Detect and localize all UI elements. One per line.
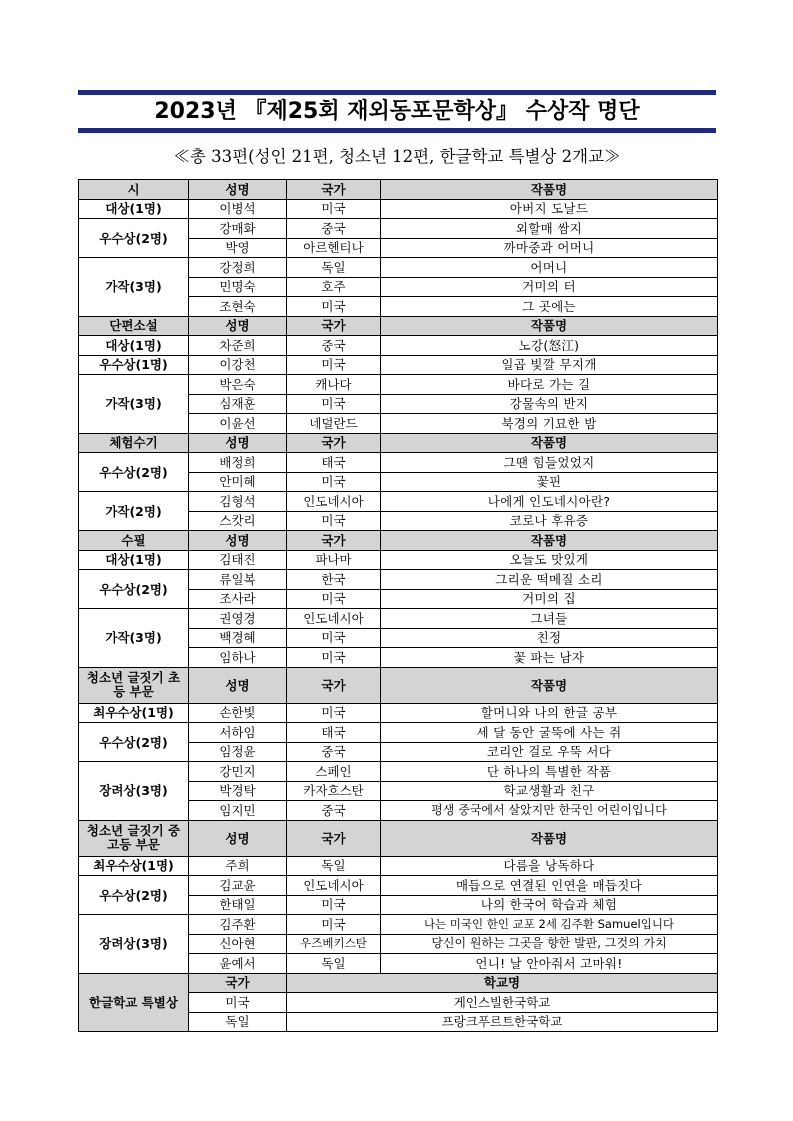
winner-name: 김주환 (189, 915, 287, 935)
table-row (79, 375, 718, 395)
hangul-school-label: 한글학교 특별상 (79, 973, 189, 1032)
table-row (79, 199, 718, 219)
winner-country: 미국 (287, 199, 381, 219)
table-row (79, 973, 718, 993)
winner-country: 인도네시아 (287, 876, 381, 896)
table-row (79, 609, 718, 629)
work-title: 그녀들 (381, 609, 718, 629)
work-title: 코리안 걸로 우뚝 서다 (381, 742, 718, 762)
winner-name: 신아현 (189, 934, 287, 954)
award-category: 가작(3명) (79, 609, 189, 668)
winner-name: 김형석 (189, 492, 287, 512)
page-subtitle: ≪총 33편(성인 21편, 청소년 12편, 한글학교 특별상 2개교≫ (173, 147, 621, 166)
winner-name: 박영 (189, 238, 287, 258)
work-title: 매듭으로 연결된 인연을 매듭짓다 (381, 876, 718, 896)
work-title: 그땐 힘들었었지 (381, 453, 718, 473)
winner-country: 아르헨티나 (287, 238, 381, 258)
award-category: 우수상(2명) (79, 876, 189, 915)
col-header-country: 국가 (287, 820, 381, 856)
winner-country: 중국 (287, 801, 381, 821)
award-category: 가작(2명) (79, 492, 189, 531)
work-title: 어머니 (381, 258, 718, 278)
winner-country: 중국 (287, 742, 381, 762)
work-title: 당신이 원하는 그곳을 향한 발판, 그것의 가치 (381, 934, 718, 954)
col-header-name: 성명 (189, 531, 287, 551)
winner-name: 조사라 (189, 589, 287, 609)
winner-name: 강민지 (189, 762, 287, 782)
winner-country: 중국 (287, 336, 381, 356)
table-row (79, 355, 718, 375)
winner-name: 심재훈 (189, 394, 287, 414)
col-header-country: 국가 (287, 667, 381, 703)
winner-country: 중국 (287, 219, 381, 239)
work-title: 그리운 떡메질 소리 (381, 570, 718, 590)
school-name: 게인스빌한국학교 (287, 993, 718, 1013)
col-header-country: 국가 (189, 973, 287, 993)
awards-table (78, 179, 718, 1032)
winner-country: 미국 (287, 394, 381, 414)
work-title: 거미의 터 (381, 277, 718, 297)
winner-name: 윤예서 (189, 954, 287, 974)
section-header-youth-secondary (79, 820, 718, 856)
award-category: 최우수상(1명) (79, 703, 189, 723)
section-title: 수필 (79, 531, 189, 551)
winner-country: 미국 (287, 915, 381, 935)
winner-country: 독일 (287, 258, 381, 278)
award-category: 가작(3명) (79, 375, 189, 434)
winner-country: 미국 (287, 511, 381, 531)
col-header-title: 작품명 (381, 180, 718, 200)
winner-country: 인도네시아 (287, 609, 381, 629)
winner-name: 박경탁 (189, 781, 287, 801)
winner-name: 안미혜 (189, 472, 287, 492)
col-header-title: 작품명 (381, 531, 718, 551)
award-category: 가작(3명) (79, 258, 189, 317)
school-country: 독일 (189, 1012, 287, 1032)
section-title: 단편소설 (79, 316, 189, 336)
col-header-title: 작품명 (381, 316, 718, 336)
winner-country: 미국 (287, 628, 381, 648)
winner-name: 임지민 (189, 801, 287, 821)
winner-name: 차준희 (189, 336, 287, 356)
winner-name: 서하임 (189, 723, 287, 743)
winner-name: 배정희 (189, 453, 287, 473)
work-title: 코로나 후유증 (381, 511, 718, 531)
col-header-country: 국가 (287, 433, 381, 453)
award-category: 우수상(2명) (79, 570, 189, 609)
work-title: 다름을 낭독하다 (381, 856, 718, 876)
winner-country: 한국 (287, 570, 381, 590)
work-title: 학교생활과 친구 (381, 781, 718, 801)
winner-country: 미국 (287, 895, 381, 915)
col-header-name: 성명 (189, 820, 287, 856)
award-category: 장려상(3명) (79, 762, 189, 821)
winner-name: 김교윤 (189, 876, 287, 896)
col-header-name: 성명 (189, 667, 287, 703)
work-title: 나의 한국어 학습과 체험 (381, 895, 718, 915)
title-bottom-rule (78, 128, 716, 133)
winner-name: 한태일 (189, 895, 287, 915)
section-header-essay (79, 531, 718, 551)
col-header-name: 성명 (189, 433, 287, 453)
award-category: 우수상(2명) (79, 453, 189, 492)
winner-name: 주희 (189, 856, 287, 876)
work-title: 일곱 빛깔 무지개 (381, 355, 718, 375)
work-title: 바다로 가는 길 (381, 375, 718, 395)
work-title: 꽃 파는 남자 (381, 648, 718, 668)
table-row (79, 336, 718, 356)
work-title: 언니! 날 안아줘서 고마워! (381, 954, 718, 974)
section-title: 시 (79, 180, 189, 200)
work-title: 단 하나의 특별한 작품 (381, 762, 718, 782)
award-category: 대상(1명) (79, 336, 189, 356)
work-title: 강물속의 반지 (381, 394, 718, 414)
table-row (79, 258, 718, 278)
work-title: 나에게 인도네시아란? (381, 492, 718, 512)
section-title: 청소년 글짓기 중고등 부문 (79, 820, 189, 856)
col-header-title: 작품명 (381, 820, 718, 856)
table-row (79, 453, 718, 473)
work-title: 그 곳에는 (381, 297, 718, 317)
work-title: 노강(怒江) (381, 336, 718, 356)
table-row (79, 876, 718, 896)
winner-country: 캐나다 (287, 375, 381, 395)
work-title: 세 달 동안 굴뚝에 사는 쥐 (381, 723, 718, 743)
winner-name: 임정윤 (189, 742, 287, 762)
work-title: 친정 (381, 628, 718, 648)
winner-country: 호주 (287, 277, 381, 297)
award-category: 대상(1명) (79, 199, 189, 219)
work-title: 평생 중국에서 살았지만 한국인 어린이입니다 (381, 801, 718, 821)
col-header-school: 학교명 (287, 973, 718, 993)
award-category: 우수상(2명) (79, 219, 189, 258)
section-header-youth-elementary (79, 667, 718, 703)
col-header-title: 작품명 (381, 433, 718, 453)
winner-country: 미국 (287, 472, 381, 492)
award-category: 우수상(1명) (79, 355, 189, 375)
table-row (79, 492, 718, 512)
table-row (79, 219, 718, 239)
winner-country: 독일 (287, 954, 381, 974)
winner-name: 손한빛 (189, 703, 287, 723)
winner-country: 태국 (287, 453, 381, 473)
col-header-name: 성명 (189, 316, 287, 336)
winner-name: 임하나 (189, 648, 287, 668)
winner-name: 백경혜 (189, 628, 287, 648)
col-header-country: 국가 (287, 316, 381, 336)
winner-country: 카자흐스탄 (287, 781, 381, 801)
winner-country: 미국 (287, 355, 381, 375)
work-title: 북경의 기묘한 밤 (381, 414, 718, 434)
award-category: 장려상(3명) (79, 915, 189, 974)
section-header-poetry (79, 180, 718, 200)
col-header-country: 국가 (287, 180, 381, 200)
table-row (79, 550, 718, 570)
award-category: 대상(1명) (79, 550, 189, 570)
winner-country: 미국 (287, 703, 381, 723)
work-title: 까마중과 어머니 (381, 238, 718, 258)
winner-name: 김태진 (189, 550, 287, 570)
winner-country: 미국 (287, 589, 381, 609)
section-title: 청소년 글짓기 초등 부문 (79, 667, 189, 703)
winner-country: 미국 (287, 297, 381, 317)
school-country: 미국 (189, 993, 287, 1013)
work-title: 외할매 쌈지 (381, 219, 718, 239)
winner-name: 이강천 (189, 355, 287, 375)
award-category: 최우수상(1명) (79, 856, 189, 876)
table-row (79, 762, 718, 782)
winner-name: 강정희 (189, 258, 287, 278)
winner-name: 이병석 (189, 199, 287, 219)
col-header-country: 국가 (287, 531, 381, 551)
table-row (79, 703, 718, 723)
winner-country: 태국 (287, 723, 381, 743)
work-title: 아버지 도날드 (381, 199, 718, 219)
winner-country: 인도네시아 (287, 492, 381, 512)
col-header-title: 작품명 (381, 667, 718, 703)
work-title: 꽃핀 (381, 472, 718, 492)
award-category: 우수상(2명) (79, 723, 189, 762)
table-row (79, 723, 718, 743)
winner-country: 우즈베키스탄 (287, 934, 381, 954)
winner-name: 민명숙 (189, 277, 287, 297)
winner-name: 조현숙 (189, 297, 287, 317)
winner-country: 파나마 (287, 550, 381, 570)
work-title: 나는 미국인 한인 교포 2세 김주환 Samuel입니다 (381, 915, 718, 935)
winner-name: 권영경 (189, 609, 287, 629)
winner-name: 박은숙 (189, 375, 287, 395)
winner-name: 강매화 (189, 219, 287, 239)
col-header-name: 성명 (189, 180, 287, 200)
winner-country: 미국 (287, 648, 381, 668)
winner-name: 류일복 (189, 570, 287, 590)
section-title: 체험수기 (79, 433, 189, 453)
winner-country: 네덜란드 (287, 414, 381, 434)
section-header-fiction (79, 316, 718, 336)
school-name: 프랑크푸르트한국학교 (287, 1012, 718, 1032)
winner-country: 독일 (287, 856, 381, 876)
section-header-memoir (79, 433, 718, 453)
winner-name: 스캇리 (189, 511, 287, 531)
work-title: 할머니와 나의 한글 공부 (381, 703, 718, 723)
work-title: 거미의 집 (381, 589, 718, 609)
page-title: 2023년 『제25회 재외동포문학상』 수상작 명단 (154, 99, 640, 124)
table-row (79, 856, 718, 876)
winner-name: 이윤선 (189, 414, 287, 434)
work-title: 오늘도 맛있게 (381, 550, 718, 570)
table-row (79, 915, 718, 935)
winner-country: 스페인 (287, 762, 381, 782)
table-row (79, 570, 718, 590)
